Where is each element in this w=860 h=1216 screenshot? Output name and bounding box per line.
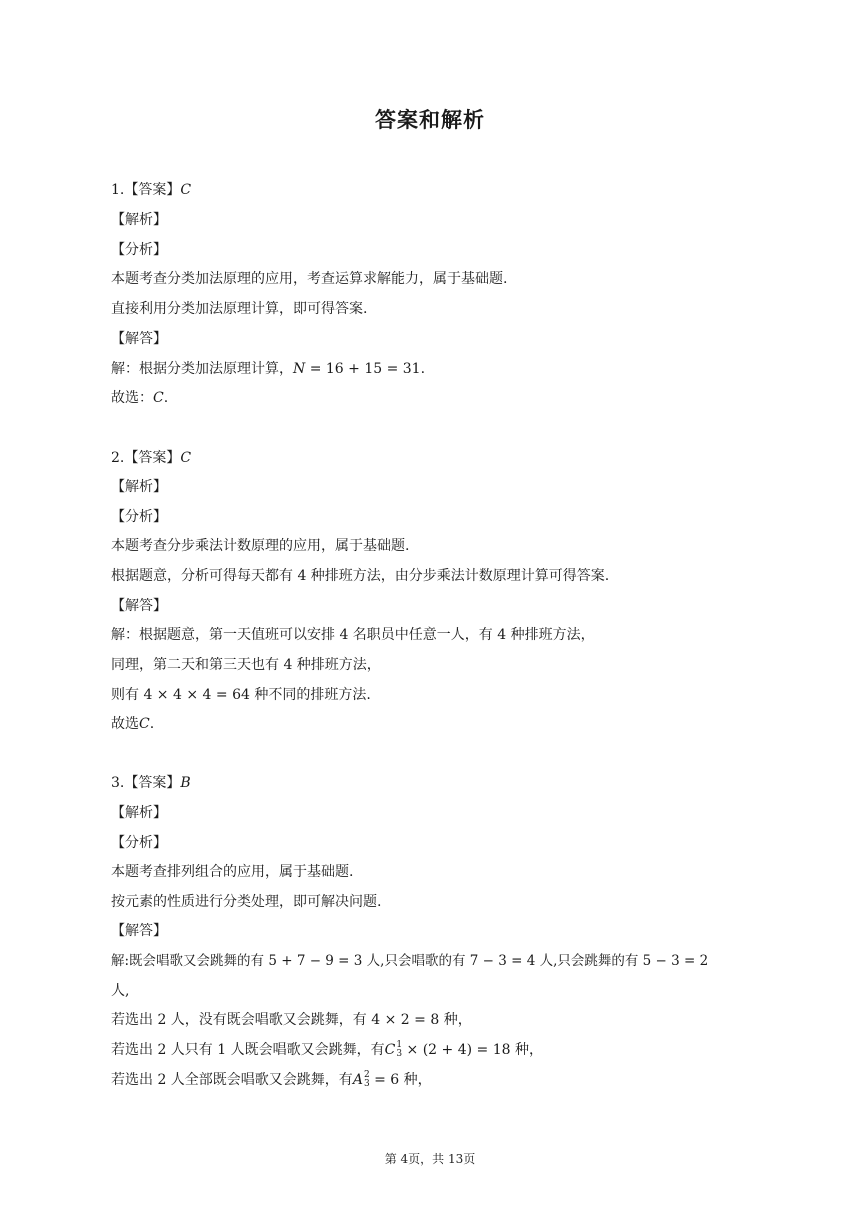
q3-permutation-symbol: A (352, 1072, 363, 1088)
q3-solution-4-suffix: = 6 种， (369, 1072, 432, 1088)
q1-fenxi-heading: 【分析】 (111, 242, 167, 258)
q3-answer-line (111, 774, 751, 792)
q2-analysis-1: 本题考查分步乘法计数原理的应用，属于基础题. (111, 538, 410, 554)
q3-solution-2: 若选出 2 人，没有既会唱歌又会跳舞，有 4 × 2 = 8 种， (111, 1012, 472, 1028)
q3-solution-4-line (111, 1071, 751, 1089)
q1-solution-var: N (293, 361, 306, 377)
q3-jieda-heading: 【解答】 (111, 923, 167, 939)
q1-answer-line (111, 181, 751, 199)
q3-combination-symbol: C (384, 1042, 396, 1058)
page-title: 答案和解析 (375, 108, 485, 132)
q2-answer-value: C (180, 450, 192, 466)
q3-combination-sup: 1 (396, 1040, 403, 1050)
page-footer: 第 4页，共 13页 (384, 1152, 476, 1166)
q2-choice-prefix: 故选 (111, 716, 139, 732)
q3-solution-1a: 解:既会唱歌又会跳舞的有 5 + 7 − 9 = 3 人,只会唱歌的有 7 − 3 = 4 人,只会跳舞的有 5 − 3 = 2 (111, 953, 709, 969)
q2-jieda-heading: 【解答】 (111, 598, 167, 614)
q2-jiexi-heading: 【解析】 (111, 479, 167, 495)
q1-solution-prefix: 解：根据分类加法原理计算， (111, 361, 293, 377)
q2-choice-line (111, 715, 751, 733)
q3-solution-3-prefix: 若选出 2 人只有 1 人既会唱歌又会跳舞，有 (111, 1042, 385, 1058)
q3-combination-sub: 3 (396, 1049, 403, 1059)
q1-analysis-1: 本题考查分类加法原理的应用，考查运算求解能力，属于基础题. (111, 271, 508, 287)
q1-choice-suffix: . (163, 390, 169, 406)
q3-solution-1b: 人, (111, 983, 130, 999)
q1-answer-head: 1.【答案】 (111, 182, 181, 198)
q2-answer-line (111, 449, 751, 467)
q3-solution-4-prefix: 若选出 2 人全部既会唱歌又会跳舞，有 (111, 1072, 353, 1088)
q3-analysis-2: 按元素的性质进行分类处理，即可解决问题. (111, 894, 382, 910)
q1-analysis-2: 直接利用分类加法原理计算，即可得答案. (111, 301, 368, 317)
q2-fenxi-heading: 【分析】 (111, 509, 167, 525)
q1-answer-value: C (180, 182, 192, 198)
q1-solution-line (111, 360, 751, 378)
q2-choice-value: C (139, 716, 150, 732)
q2-analysis-2: 根据题意，分析可得每天都有 4 种排班方法，由分步乘法计数原理计算可得答案. (111, 568, 610, 584)
q3-solution-3-line (111, 1041, 751, 1059)
q3-answer-value: B (180, 775, 191, 791)
q3-answer-head: 3.【答案】 (111, 775, 181, 791)
q3-permutation-sup: 2 (363, 1070, 370, 1080)
q1-choice-prefix: 故选： (111, 390, 153, 406)
q2-solution-3: 则有 4 × 4 × 4 = 64 种不同的排班方法. (111, 687, 371, 703)
q1-jieda-heading: 【解答】 (111, 331, 167, 347)
q3-fenxi-heading: 【分析】 (111, 835, 167, 851)
q1-solution-expr: = 16 + 15 = 31. (305, 361, 426, 377)
q3-analysis-1: 本题考查排列组合的应用，属于基础题. (111, 864, 354, 880)
q2-answer-head: 2.【答案】 (111, 450, 181, 466)
q3-permutation-sub: 3 (363, 1079, 370, 1089)
q1-choice-line (111, 389, 751, 407)
q1-choice-value: C (153, 390, 164, 406)
q1-jiexi-heading: 【解析】 (111, 212, 167, 228)
q3-solution-3-suffix: × (2 + 4) = 18 种， (402, 1042, 543, 1058)
q2-choice-suffix: . (149, 716, 155, 732)
q2-solution-1: 解：根据题意，第一天值班可以安排 4 名职员中任意一人，有 4 种排班方法， (111, 627, 595, 643)
q3-jiexi-heading: 【解析】 (111, 805, 167, 821)
q2-solution-2: 同理，第二天和第三天也有 4 种排班方法， (111, 657, 381, 673)
